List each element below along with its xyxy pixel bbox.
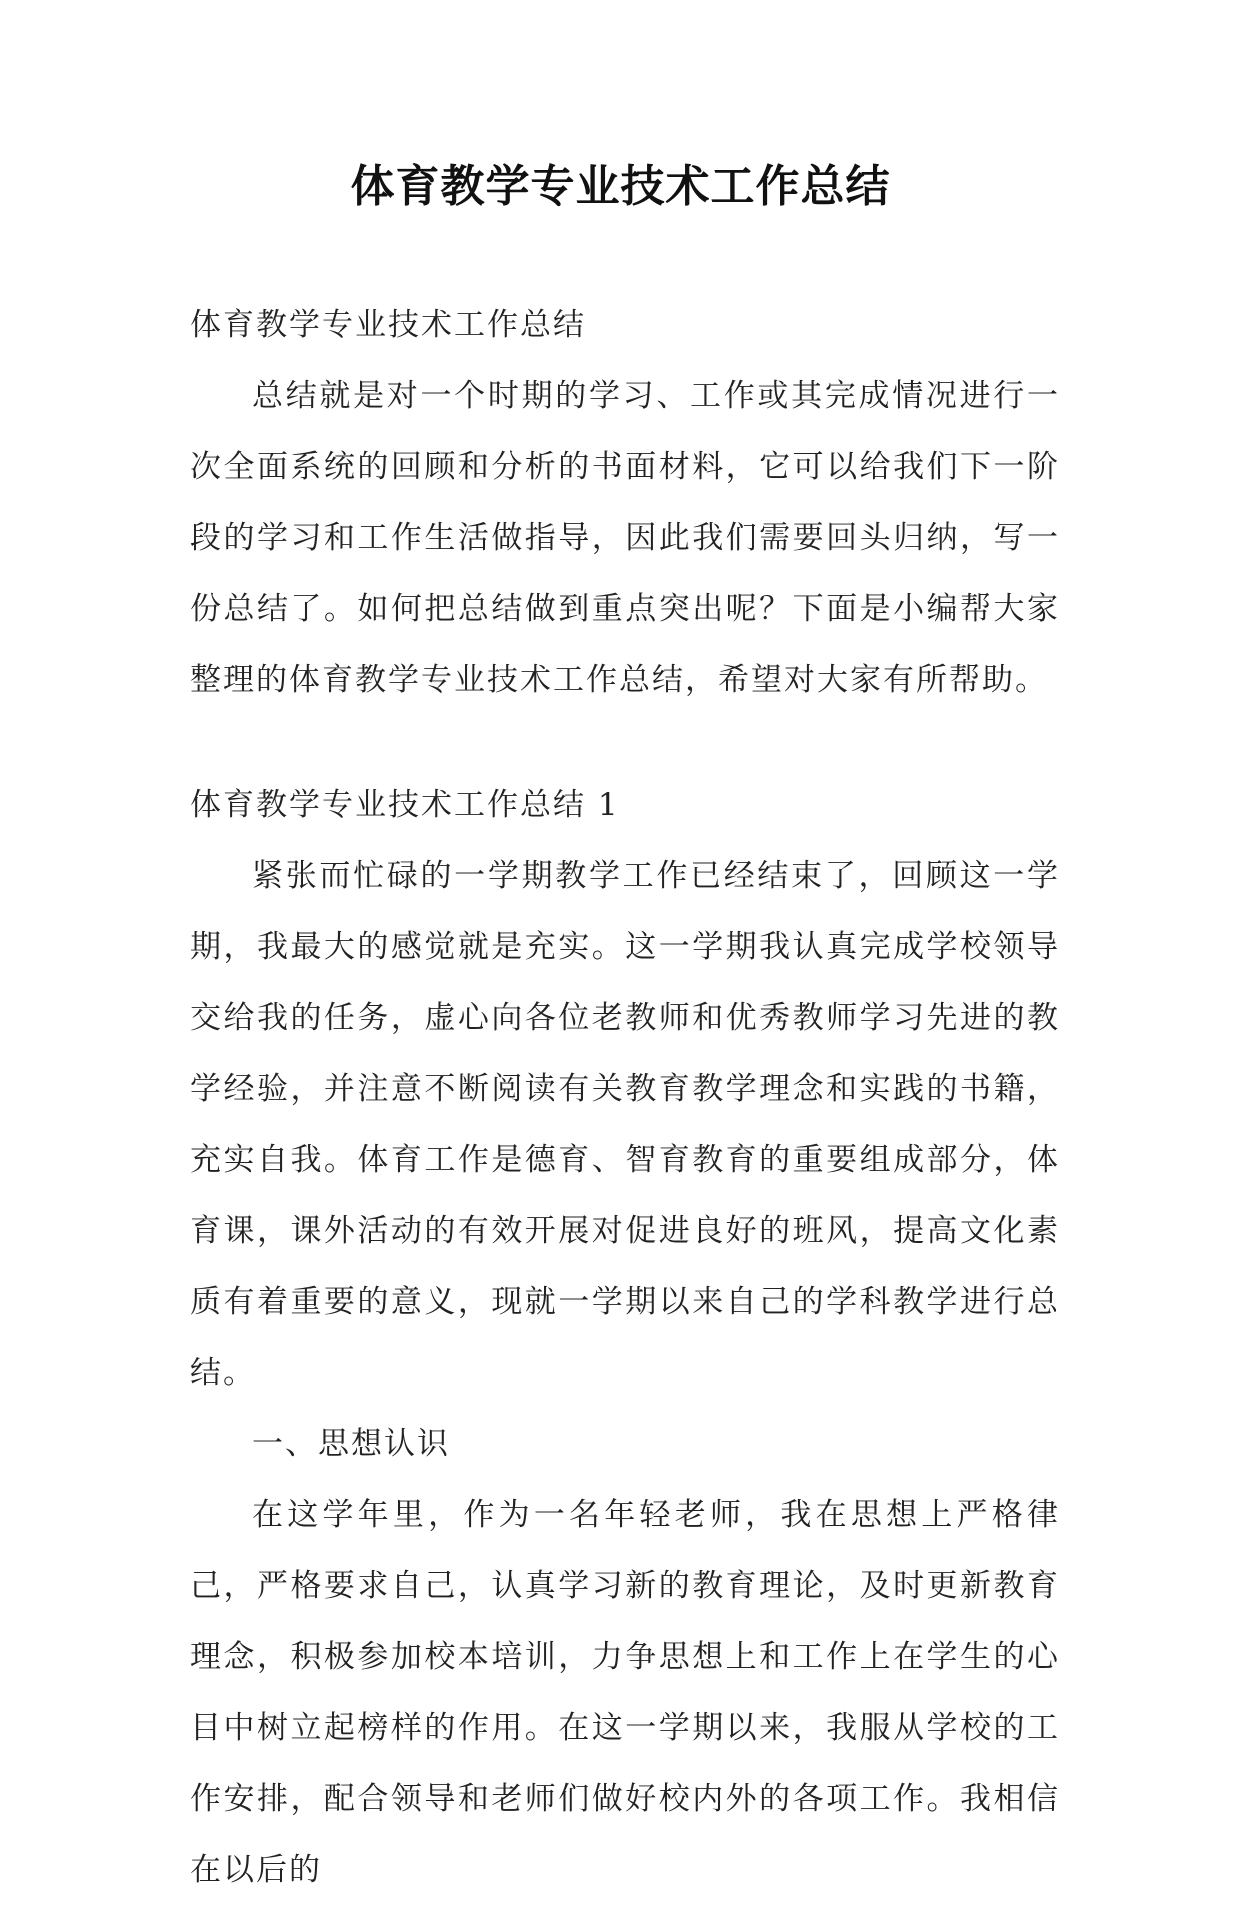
intro-paragraph: 总结就是对一个时期的学习、工作或其完成情况进行一次全面系统的回顾和分析的书面材料，它可以给我们下一阶段的学习和工作生活做指导，因此我们需要回头归纳，写一份总结了。如何把总结做到重点突出呢？下面是小编帮大家整理的体育教学专业技术工作总结，希望对大家有所帮助。 [190, 378, 1060, 698]
section-1-heading: 体育教学专业技术工作总结 1 [190, 787, 620, 823]
section-1-paragraph-2: 在这学年里，作为一名年轻老师，我在思想上严格律己，严格要求自己，认真学习新的教育理论，及时更新教育理念，积极参加校本培训，力争思想上和工作上在学生的心目中树立起榜样的作用。在这一学期以来，我服从学校的工作安排，配合领导和老师们做好校内外的各项工作。我相信在以后的 [190, 1497, 1060, 1888]
subheading-thinking: 一、思想认识 [252, 1426, 450, 1462]
intro-heading: 体育教学专业技术工作总结 [190, 307, 586, 343]
document-body [190, 290, 1060, 1906]
document-title: 体育教学专业技术工作总结 [350, 161, 891, 212]
section-1-paragraph-1: 紧张而忙碌的一学期教学工作已经结束了，回顾这一学期，我最大的感觉就是充实。这一学期我认真完成学校领导交给我的任务，虚心向各位老教师和优秀教师学习先进的教学经验，并注意不断阅读有关教育教学理念和实践的书籍，充实自我。体育工作是德育、智育教育的重要组成部分，体育课，课外活动的有效开展对促进良好的班风，提高文化素质有着重要的意义，现就一学期以来自己的学科教学进行总结。 [190, 858, 1060, 1391]
